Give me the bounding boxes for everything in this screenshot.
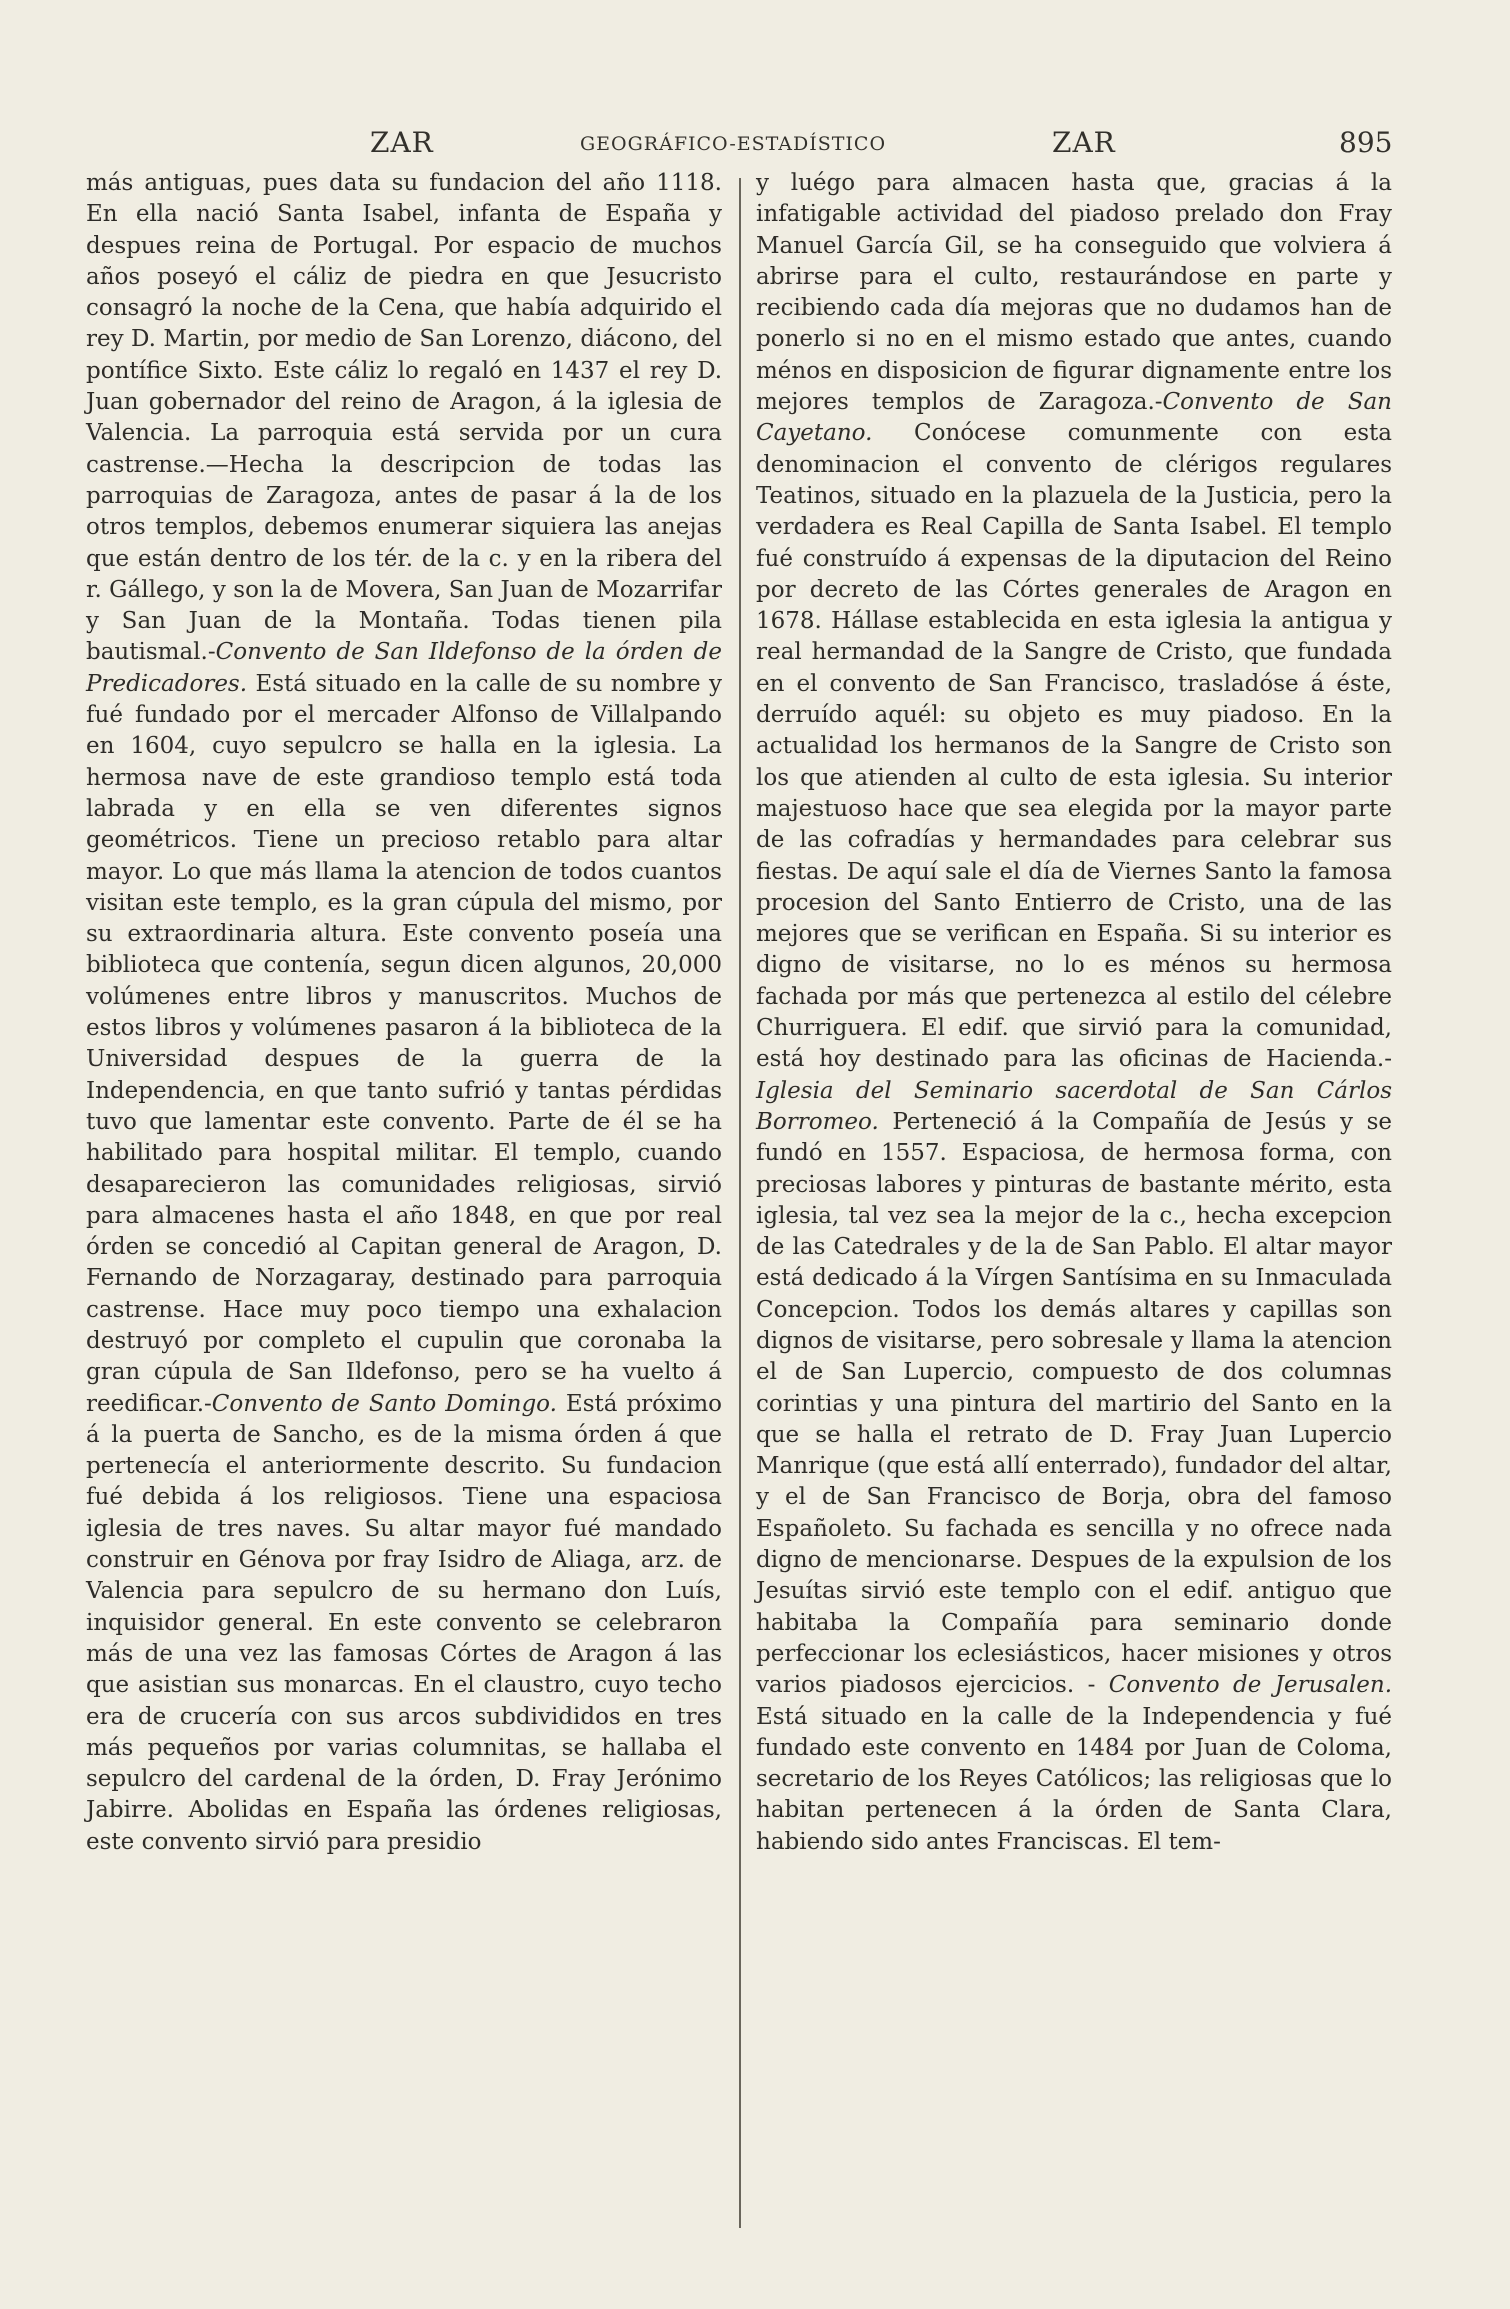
header-center-title: GEOGRÁFICO-ESTADÍSTICO [580,133,887,155]
italic-heading-segment: Convento de San Cayetano. [756,389,1392,447]
italic-heading-segment: Convento de Santo Domingo. [211,1390,557,1417]
text-segment: más antiguas, pues data su fundacion del año 1118. En ella nació Santa Isabel, infanta de España y despues reina de Portugal. Por espacio de muchos años poseyó el cáliz de piedra en que Jesucristo consagró la noche de la Cena, que había adquirido el rey D. Martin, por medio de San Lorenzo, diácono, del pontífice Sixto. Este cáliz lo regaló en 1437 el rey D. Juan gobernador del reino de Aragon, á la iglesia de Valencia. La parroquia está servida por un cura castrense.—Hecha la descripcion de todas las parroquias de Zaragoza, antes de pasar á la de los otros templos, debemos enumerar siquiera las anejas que están dentro de los tér. de la c. y en la ribera del r. Gállego, y son la de Movera, San Juan de Mozarrifar y San Juan de la Montaña. Todas tienen pila bautismal.- [86,170,722,666]
right-column-paragraph [756,168,1392,1858]
running-header [84,126,1393,166]
text-segment: y luégo para almacen hasta que, gracias á la infatigable actividad del piadoso prelado don Fray Manuel García Gil, se ha conseguido que volviera á abrirse para el culto, restaurándose en parte y recibiendo cada día mejoras que no dudamos han de ponerlo si no en el mismo estado que antes, cuando ménos en disposicion de figurar dignamente entre los mejores templos de Zaragoza.- [756,170,1392,416]
text-segment: Perteneció á la Compañía de Jesús y se fundó en 1557. Espaciosa, de hermosa forma, con preciosas labores y pinturas de bastante mérito, esta iglesia, tal vez sea la mejor de la c., hecha excepcion de las Catedrales y de la de San Pablo. El altar mayor está dedicado á la Vírgen Santísima en su Inmaculada Concepcion. Todos los demás altares y capillas son dignos de visitarse, pero sobresale y llama la atencion el de San Lupercio, compuesto de dos columnas corintias y una pintura del martirio del Santo en la que se halla el retrato de D. Fray Juan Lupercio Manrique (que está allí enterrado), fundador del altar, y el de San Francisco de Borja, obra del famoso Españoleto. Su fachada es sencilla y no ofrece nada digno de mencionarse. Despues de la expulsion de los Jesuítas sirvió este templo con el edif. antiguo que habitaba la Compañía para seminario donde perfeccionar los eclesiásticos, hacer misiones y otros varios piadosos ejercicios. - [756,1108,1392,1699]
right-text-column [756,168,1392,1858]
header-right-keyword: ZAR [1052,126,1116,159]
text-segment: Conócese comunmente con esta denominacion el convento de clérigos regulares Teatinos, situado en la plazuela de la Justicia, pero la verdadera es Real Capilla de Santa Isabel. El templo fué construído á expensas de la diputacion del Reino por decreto de las Córtes generales de Aragon en 1678. Hállase establecida en esta iglesia la antigua y real hermandad de la Sangre de Cristo, que fundada en el convento de San Francisco, trasladóse á éste, derruído aquél: su objeto es muy piadoso. En la actualidad los hermanos de la Sangre de Cristo son los que atienden al culto de esta iglesia. Su interior majestuoso hace que sea elegida por la mayor parte de las cofradías y hermandades para celebrar sus fiestas. De aquí sale el día de Viernes Santo la famosa procesion del Santo Entierro de Cristo, una de las mejores que se verifican en España. Si su interior es digno de visitarse, no lo es ménos su hermosa fachada por más que pertenezca al estilo del célebre Churriguera. El edif. que sirvió para la comunidad, está hoy destinado para las oficinas de Hacienda.- [756,420,1392,1073]
text-segment: Está próximo á la puerta de Sancho, es de la misma órden á que pertenecía el anteriormente descrito. Su fundacion fué debida á los religiosos. Tiene una espaciosa iglesia de tres naves. Su altar mayor fué mandado construir en Génova por fray Isidro de Aliaga, arz. de Valencia para sepulcro de su hermano don Luís, inquisidor general. En este convento se celebraron más de una vez las famosas Córtes de Aragon á las que asistian sus monarcas. En el claustro, cuyo techo era de crucería con sus arcos subdivididos en tres más pequeños por varias columnitas, se hallaba el sepulcro del cardenal de la órden, D. Fray Jerónimo Jabirre. Abolidas en España las órdenes religiosas, este convento sirvió para presidio [86,1390,722,1855]
left-column-paragraph [86,168,722,1858]
page-number: 895 [1339,126,1393,159]
header-left-keyword: ZAR [370,126,434,159]
text-segment: Está situado en la calle de su nombre y fué fundado por el mercader Alfonso de Villalpando en 1604, cuyo sepulcro se halla en la iglesia. La hermosa nave de este grandioso templo está toda labrada y en ella se ven diferentes signos geométricos. Tiene un precioso retablo para altar mayor. Lo que más llama la atencion de todos cuantos visitan este templo, es la gran cúpula del mismo, por su extraordinaria altura. Este convento poseía una biblioteca que contenía, segun dicen algunos, 20,000 volúmenes entre libros y manuscritos. Muchos de estos libros y volúmenes pasaron á la biblioteca de la Universidad despues de la guerra de la Independencia, en que tanto sufrió y tantas pérdidas tuvo que lamentar este convento. Parte de él se ha habilitado para hospital militar. El templo, cuando desaparecieron las comunidades religiosas, sirvió para almacenes hasta el año 1848, en que por real órden se concedió al Capitan general de Aragon, D. Fernando de Norzagaray, destinado para parroquia castrense. Hace muy poco tiempo una exhalacion destruyó por completo el cupulin que coronaba la gran cúpula de San Ildefonso, pero se ha vuelto á reedificar.- [86,670,722,1417]
column-divider [739,178,741,2228]
italic-heading-segment: Iglesia del Seminario sacerdotal de San Cárlos Borromeo. [756,1077,1392,1135]
text-segment: Está situado en la calle de la Independencia y fué fundado este convento en 1484 por Juan de Coloma, secretario de los Reyes Católicos; las religiosas que lo habitan pertenecen á la órden de Santa Clara, habiendo sido antes Franciscas. El tem- [756,1703,1392,1855]
italic-heading-segment: Convento de Jerusalen. [1108,1672,1392,1699]
left-text-column [86,168,722,1858]
italic-heading-segment: Convento de San Ildefonso de la órden de Predicadores. [86,639,722,697]
